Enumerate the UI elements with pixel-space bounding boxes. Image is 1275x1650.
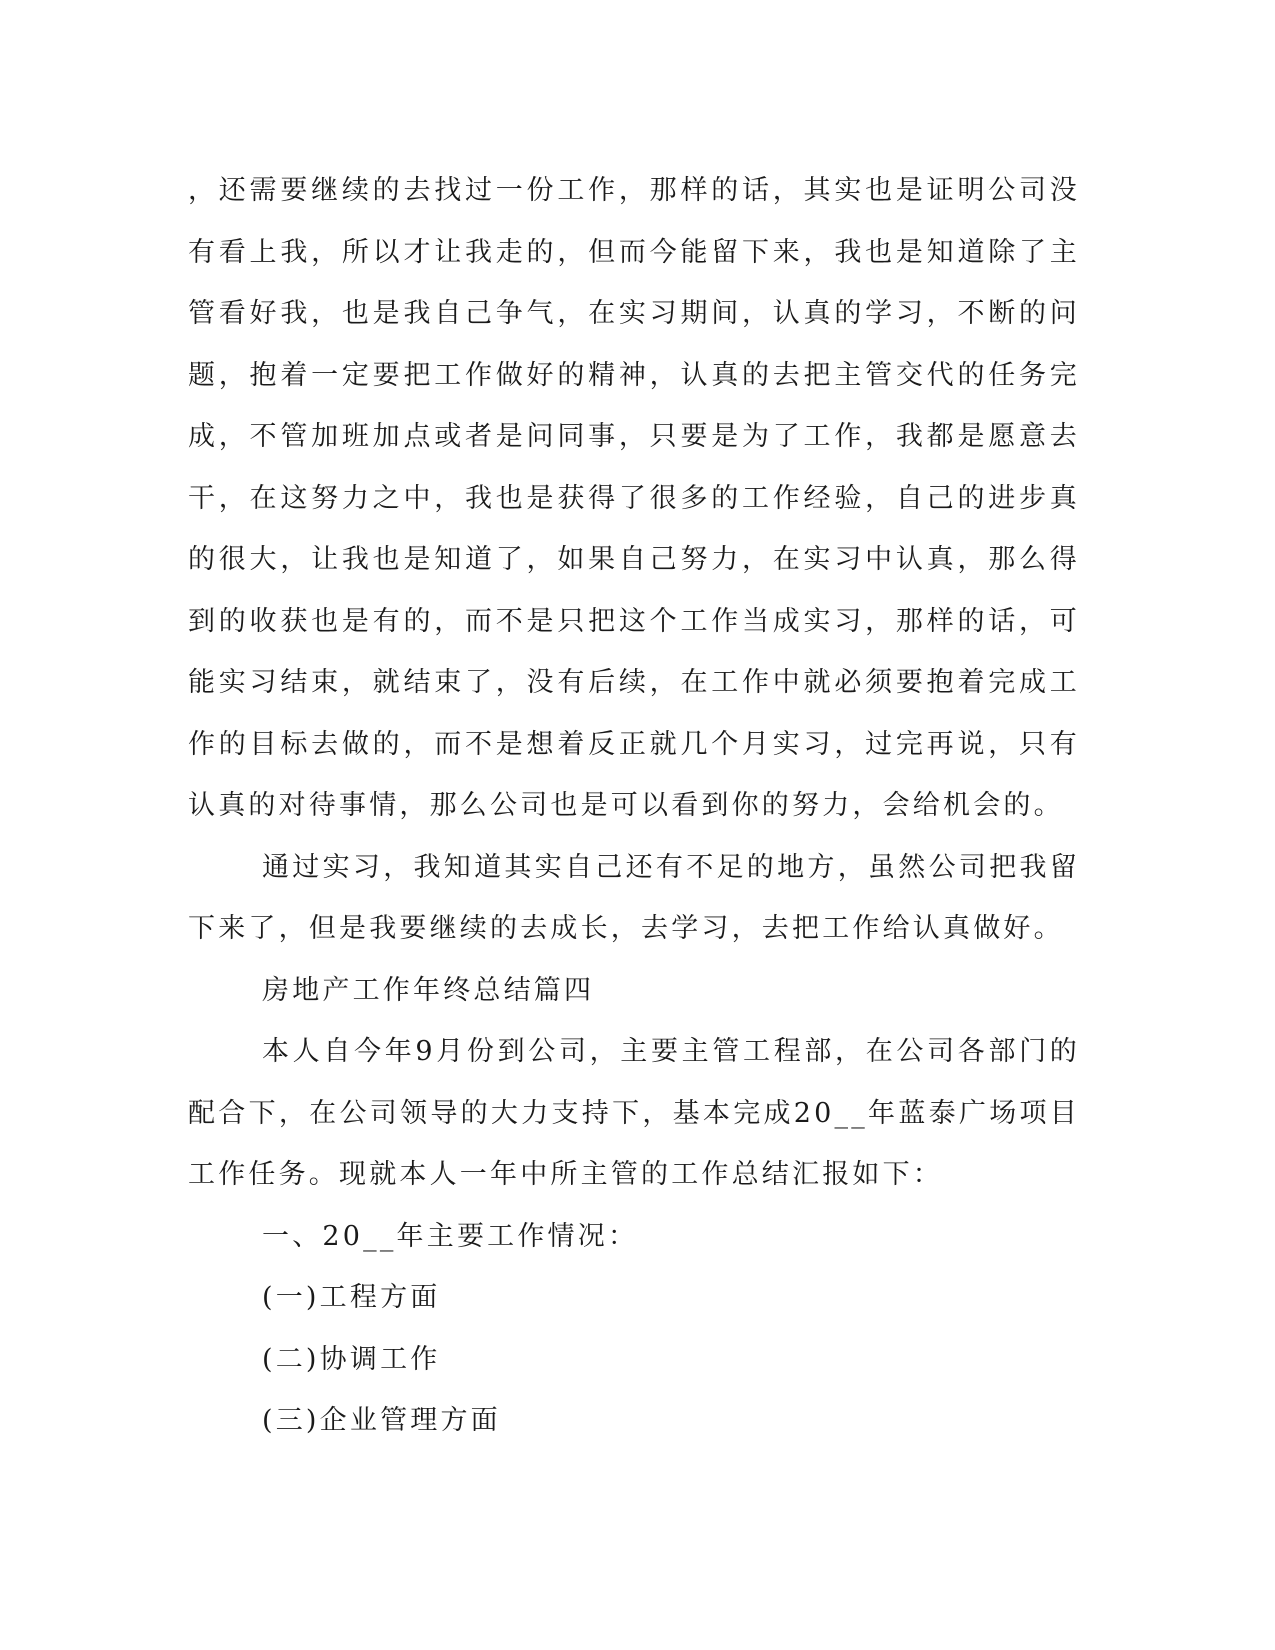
list-item: (二)协调工作 bbox=[262, 1343, 441, 1375]
document-body bbox=[188, 160, 1080, 1452]
list-item: (一)工程方面 bbox=[262, 1282, 441, 1313]
paragraph-internship-reflection: 通过实习，我知道其实自己还有不足的地方，虽然公司把我留下来了，但是我要继续的去成长，去学习，去把工作给认真做好。 bbox=[188, 851, 1080, 944]
list-item: (三)企业管理方面 bbox=[262, 1405, 501, 1436]
paragraph-intro: 本人自今年9月份到公司，主要主管工程部，在公司各部门的配合下，在公司领导的大力支持下，基本完成20__年蓝泰广场项目工作任务。现就本人一年中所主管的工作总结汇报如下： bbox=[188, 1036, 1080, 1190]
list-heading: 一、20__年主要工作情况： bbox=[262, 1220, 639, 1252]
section-heading: 房地产工作年终总结篇四 bbox=[262, 974, 595, 1006]
paragraph-continuation: ，还需要继续的去找过一份工作，那样的话，其实也是证明公司没有看上我，所以才让我走的，但而今能留下来，我也是知道除了主管看好我，也是我自己争气，在实习期间，认真的学习，不断的问题，抱着一定要把工作做好的精神，认真的去把主管交代的任务完成，不管加班加点或者是问同事，只要是为了工作，我都是愿意去干，在这努力之中，我也是获得了很多的工作经验，自己的进步真的很大，让我也是知道了，如果自己努力，在实习中认真，那么得到的收获也是有的，而不是只把这个工作当成实习，那样的话，可能实习结束，就结束了，没有后续，在工作中就必须要抱着完成工作的目标去做的，而不是想着反正就几个月实习，过完再说，只有认真的对待事情，那么公司也是可以看到你的努力，会给机会的。 bbox=[188, 175, 1080, 821]
